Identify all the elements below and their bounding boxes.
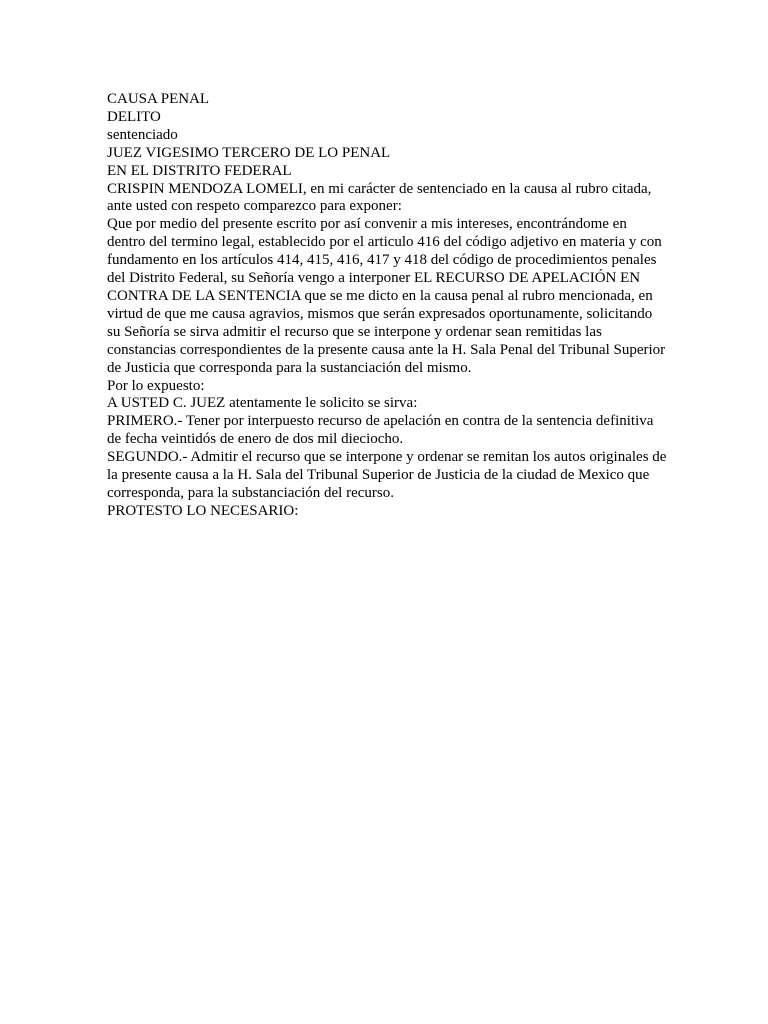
solicito-line: A USTED C. JUEZ atentamente le solicito se sirva: [107,395,418,412]
main-paragraph: Que por medio del presente escrito por así convenir a mis intereses, encontrándome en dentro del termino legal, establecido por el articulo 416 del código adjetivo en materia y con fundamento en los artículos 414, 415, 416, 417 y 418 del código de procedimientos penales del Distrito Federal, su Señoría vengo a interponer EL RECURSO DE APELACIÓN EN CONTRA DE LA SENTENCIA que se me dicto en la causa penal al rubro mencionada, en virtud de que me causa agravios, mismos que serán expresados oportunamente, solicitando su Señoría se sirva admitir el recurso que se interpone y ordenar sean remitidas las constancias correspondientes de la presente causa ante la H. Sala Penal del Tribunal Superior de Justicia que corresponda para la sustanciación del mismo. [107,216,666,376]
causa-penal-label: CAUSA PENAL [107,91,210,107]
segundo-paragraph: SEGUNDO.- Admitir el recurso que se interpone y ordenar se remitan los autos originales de la presente causa a la H. Sala del Tribunal Superior de Justicia de la ciudad de Mexico que corresponda, para la substanciación del recurso. [107,449,667,501]
juez-heading-line2: EN EL DISTRITO FEDERAL [107,162,292,179]
protesto-line: PROTESTO LO NECESARIO: [107,502,299,519]
juez-heading-line1: JUEZ VIGESIMO TERCERO DE LO PENAL [107,144,391,161]
por-lo-expuesto: Por lo expuesto: [107,377,205,394]
primero-paragraph: PRIMERO.- Tener por interpuesto recurso de apelación en contra de la sentencia definitiva de fecha veintidós de enero de dos mil dieciocho. [107,413,654,448]
intro-paragraph: CRISPIN MENDOZA LOMELI, en mi carácter de sentenciado en la causa al rubro citada, ante usted con respeto comparezco para exponer: [107,180,652,215]
delito-label: DELITO [107,108,161,125]
document-page [107,91,667,521]
sentenciado-label: sentenciado [107,126,178,143]
